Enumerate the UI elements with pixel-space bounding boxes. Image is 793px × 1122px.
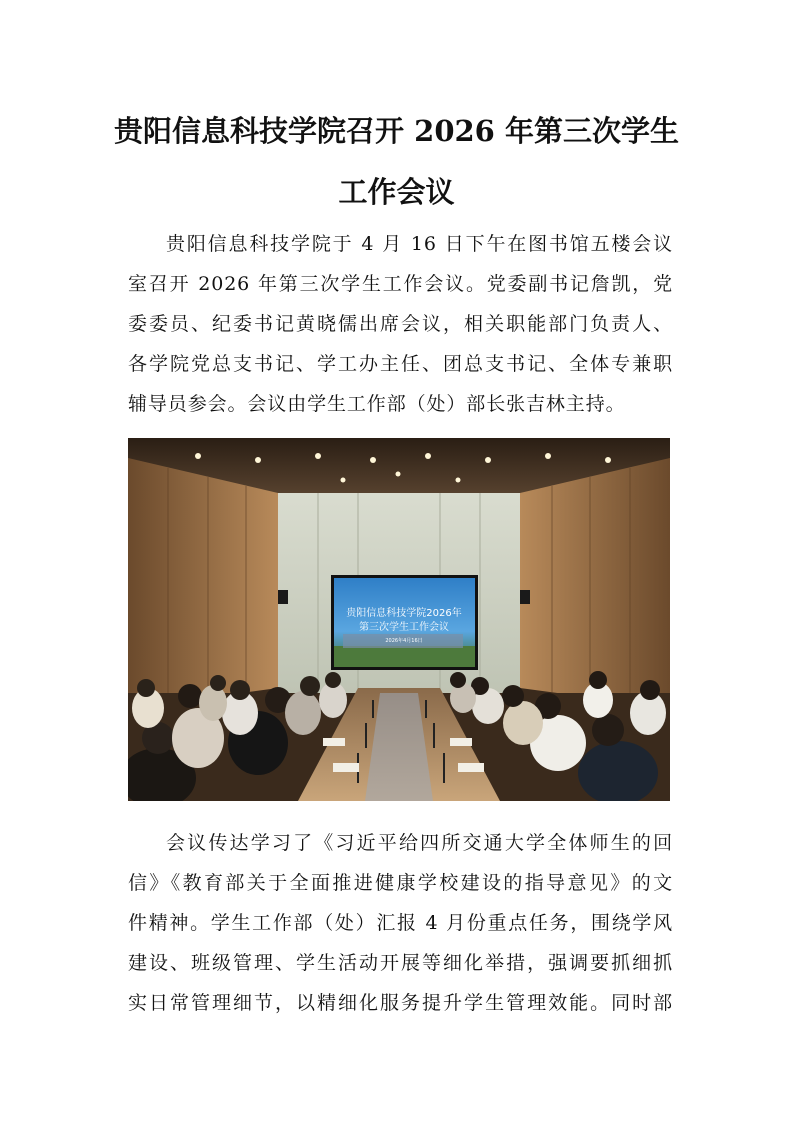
paragraph-1-line-4: 各学院党总支书记、学工办主任、团总支书记、全体专兼职 [128,353,673,375]
page-title-line-2: 工作会议 [338,175,455,209]
paragraph-1-line-2: 室召开 2026 年第三次学生工作会议。党委副书记詹凯，党 [128,273,673,295]
screen-title-2: 第三次学生工作会议 [359,622,449,633]
page-title-line-1: 贵阳信息科技学院召开 2026 年第三次学生 [114,114,679,148]
paragraph-1-line-3: 委委员、纪委书记黄晓儒出席会议，相关职能部门负责人、 [128,313,673,335]
screen-date: 2026年4月16日 [385,638,423,644]
screen-title-1: 贵阳信息科技学院2026年 [346,608,462,619]
paragraph-1-line-1: 贵阳信息科技学院于 4 月 16 日下午在图书馆五楼会议 [166,233,673,255]
meeting-photo [128,438,670,801]
paragraph-2-line-4: 建设、班级管理、学生活动开展等细化举措，强调要抓细抓 [128,952,673,974]
paragraph-2-line-1: 会议传达学习了《习近平给四所交通大学全体师生的回 [166,832,673,854]
paragraph-2-line-3: 件精神。学生工作部（处）汇报 4 月份重点任务，围绕学风 [128,912,673,934]
paragraph-1-line-5: 辅导员参会。会议由学生工作部（处）部长张吉林主持。 [128,393,626,415]
paragraph-2-line-5: 实日常管理细节，以精细化服务提升学生管理效能。同时部 [128,992,673,1014]
paragraph-2-line-2: 信》《教育部关于全面推进健康学校建设的指导意见》的文 [128,872,673,894]
